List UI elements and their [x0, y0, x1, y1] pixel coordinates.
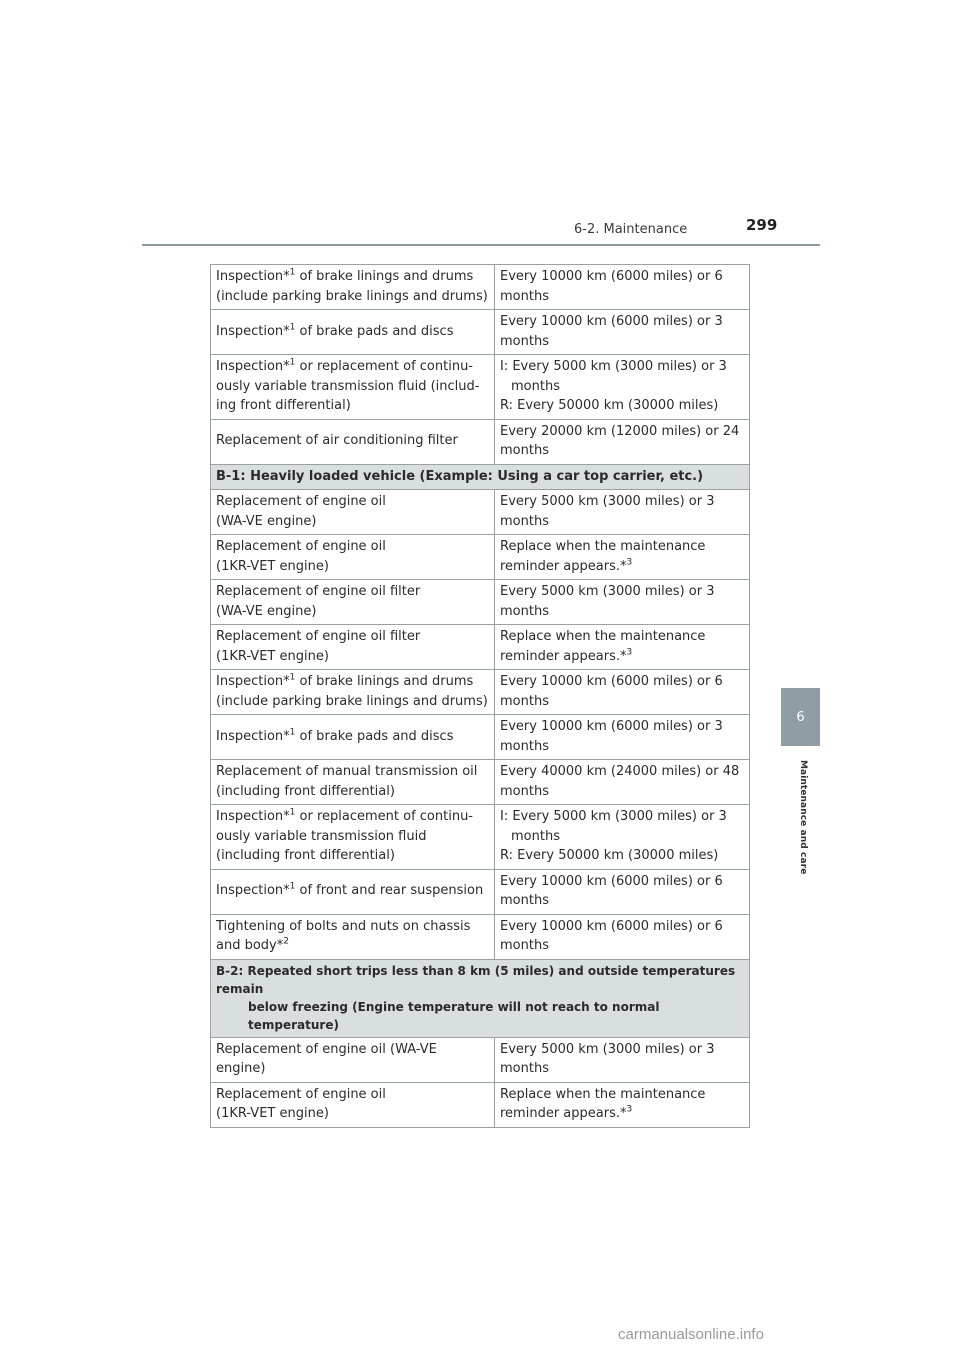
interval-text: months	[500, 938, 549, 953]
maintenance-item-line	[216, 557, 489, 577]
table-row	[211, 580, 750, 625]
item-text: (WA-VE engine)	[216, 603, 317, 619]
page-number: 299	[746, 216, 778, 234]
item-text: Inspection*	[216, 323, 290, 339]
interval-line	[500, 647, 744, 667]
maintenance-item-cell	[211, 914, 495, 959]
maintenance-item-line	[216, 322, 489, 342]
maintenance-item-line	[216, 377, 489, 397]
maintenance-item-line	[216, 627, 489, 647]
maintenance-item-line	[216, 1104, 489, 1124]
interval-line	[500, 917, 744, 937]
item-text: Inspection*	[216, 674, 290, 689]
interval-cell	[495, 535, 750, 580]
interval-cell	[495, 805, 750, 870]
section-title: 6-2. Maintenance	[574, 222, 688, 237]
interval-text: months	[500, 893, 549, 908]
footnote-ref: 1	[289, 672, 296, 683]
maintenance-item-cell	[211, 869, 495, 914]
interval-line	[500, 1104, 744, 1124]
item-text: (1KR-VET engine)	[216, 1106, 329, 1121]
interval-line	[500, 312, 744, 332]
interval-line	[500, 332, 744, 352]
maintenance-item-line	[216, 807, 489, 827]
table-row	[211, 1037, 750, 1082]
interval-cell	[495, 760, 750, 805]
interval-line	[500, 1085, 744, 1105]
interval-text: reminder appears.*	[500, 558, 627, 574]
item-text: of front and rear suspension	[295, 883, 484, 899]
table-row	[211, 419, 750, 464]
interval-cell	[495, 580, 750, 625]
maintenance-item-line	[216, 782, 489, 802]
maintenance-item-cell	[211, 580, 495, 625]
interval-line	[500, 557, 744, 577]
interval-text: Every 40000 km (24000 miles) or 48	[500, 764, 740, 779]
maintenance-item-line	[216, 396, 489, 416]
interval-text: Every 10000 km (6000 miles) or 6	[500, 918, 723, 934]
item-text: ously variable transmission fluid (includ-	[216, 378, 480, 394]
item-text: Tightening of bolts and nuts on chassis	[216, 918, 471, 934]
maintenance-item-line	[216, 936, 489, 956]
footnote-ref: 1	[289, 727, 296, 738]
section-header-row	[211, 959, 750, 1037]
interval-text: months	[500, 603, 549, 619]
footnote-ref: 3	[626, 1104, 633, 1115]
section-header-line: B-2: Repeated short trips less than 8 km (5 miles) and outside temperatures remain	[216, 963, 736, 996]
interval-line	[500, 692, 744, 712]
interval-text: I: Every 5000 km (3000 miles) or 3	[500, 359, 727, 374]
interval-line	[500, 807, 744, 827]
item-text: Replacement of manual transmission oil	[216, 764, 478, 779]
footnote-ref: 1	[289, 357, 296, 368]
maintenance-item-line	[216, 762, 489, 782]
maintenance-item-cell	[211, 265, 495, 310]
item-text: (including front differential)	[216, 848, 395, 863]
interval-line	[500, 512, 744, 532]
interval-text: Every 5000 km (3000 miles) or 3	[500, 584, 715, 599]
interval-text: months	[500, 738, 549, 754]
interval-text: months	[500, 693, 549, 709]
maintenance-item-line	[216, 917, 489, 937]
maintenance-item-line	[216, 492, 489, 512]
table-row	[211, 869, 750, 914]
interval-line	[500, 846, 744, 866]
footnote-ref: 3	[626, 647, 633, 658]
interval-text: months	[500, 783, 549, 799]
interval-cell	[495, 914, 750, 959]
item-text: Inspection*	[216, 728, 290, 744]
interval-cell	[495, 490, 750, 535]
interval-line	[500, 492, 744, 512]
table-row	[211, 715, 750, 760]
maintenance-item-line	[216, 287, 489, 307]
footnote-ref: 1	[289, 881, 296, 892]
maintenance-item-cell	[211, 805, 495, 870]
interval-text: Every 5000 km (3000 miles) or 3	[500, 1041, 715, 1057]
interval-text: Replace when the maintenance	[500, 629, 706, 644]
interval-line	[500, 357, 744, 377]
maintenance-item-cell	[211, 535, 495, 580]
chapter-tab	[781, 688, 820, 746]
interval-line	[500, 537, 744, 557]
interval-cell	[495, 625, 750, 670]
item-text: (1KR-VET engine)	[216, 648, 329, 664]
maintenance-item-line	[216, 431, 489, 451]
maintenance-item-line	[216, 512, 489, 532]
maintenance-item-cell	[211, 715, 495, 760]
item-text: Replacement of engine oil (WA-VE engine)	[216, 1041, 437, 1076]
interval-text: months	[511, 378, 560, 394]
section-header-line: B-1: Heavily loaded vehicle (Example: Using a car top carrier, etc.)	[216, 468, 704, 484]
section-header	[211, 959, 750, 1037]
footnote-ref: 1	[289, 807, 296, 818]
table-row	[211, 535, 750, 580]
watermark: carmanualsonline.info	[618, 1326, 764, 1343]
maintenance-item-line	[216, 647, 489, 667]
maintenance-item-line	[216, 602, 489, 622]
interval-text: R: Every 50000 km (30000 miles)	[500, 848, 719, 863]
chapter-number: 6	[796, 709, 805, 725]
item-text: Replacement of air conditioning filter	[216, 433, 458, 449]
section-header	[211, 464, 750, 490]
interval-text: Replace when the maintenance	[500, 1086, 706, 1102]
interval-text: Replace when the maintenance	[500, 539, 706, 554]
interval-line	[500, 717, 744, 737]
interval-line	[500, 1059, 744, 1079]
interval-line	[500, 737, 744, 757]
interval-text: months	[500, 333, 549, 349]
interval-line	[500, 936, 744, 956]
interval-cell	[495, 419, 750, 464]
item-text: of brake linings and drums	[295, 269, 474, 284]
interval-line	[500, 782, 744, 802]
maintenance-table-body	[211, 265, 750, 1128]
maintenance-item-line	[216, 267, 489, 287]
interval-line	[500, 602, 744, 622]
maintenance-item-cell	[211, 1082, 495, 1127]
item-text: (1KR-VET engine)	[216, 558, 329, 574]
item-text: (include parking brake linings and drums)	[216, 288, 488, 304]
table-row	[211, 490, 750, 535]
interval-line	[500, 582, 744, 602]
interval-cell	[495, 715, 750, 760]
maintenance-item-cell	[211, 760, 495, 805]
interval-text: months	[511, 828, 560, 844]
footnote-ref: 3	[626, 557, 633, 568]
interval-line	[500, 267, 744, 287]
interval-cell	[495, 670, 750, 715]
maintenance-item-line	[216, 881, 489, 901]
interval-line	[500, 672, 744, 692]
maintenance-item-cell	[211, 490, 495, 535]
table-row	[211, 355, 750, 420]
item-text: Replacement of engine oil filter	[216, 629, 421, 644]
interval-line	[500, 872, 744, 892]
interval-text: reminder appears.*	[500, 1106, 627, 1121]
item-text: Replacement of engine oil	[216, 494, 386, 509]
item-text: (include parking brake linings and drums)	[216, 693, 488, 709]
maintenance-item-line	[216, 827, 489, 847]
table-row	[211, 760, 750, 805]
table-row	[211, 1082, 750, 1127]
interval-line	[500, 422, 744, 442]
interval-cell	[495, 355, 750, 420]
section-header-row	[211, 464, 750, 490]
maintenance-item-line	[216, 1085, 489, 1105]
item-text: Replacement of engine oil filter	[216, 584, 421, 599]
section-header-line: below freezing (Engine temperature will not reach to normal temperature)	[248, 999, 660, 1032]
maintenance-item-line	[216, 672, 489, 692]
item-text: Inspection*	[216, 269, 290, 284]
item-text: (including front differential)	[216, 783, 395, 799]
table-row	[211, 805, 750, 870]
interval-line	[500, 396, 744, 416]
interval-text: months	[500, 513, 549, 529]
item-text: of brake pads and discs	[295, 728, 454, 744]
interval-cell	[495, 869, 750, 914]
interval-cell	[495, 310, 750, 355]
table-row	[211, 914, 750, 959]
maintenance-table	[210, 264, 750, 1128]
footnote-ref: 1	[289, 267, 296, 278]
interval-text: Every 10000 km (6000 miles) or 6	[500, 674, 723, 689]
item-text: and body*	[216, 938, 284, 953]
footnote-ref: 1	[289, 322, 296, 333]
maintenance-item-line	[216, 357, 489, 377]
maintenance-item-cell	[211, 1037, 495, 1082]
item-text: Inspection*	[216, 359, 290, 374]
interval-line	[500, 377, 744, 397]
interval-line	[500, 287, 744, 307]
interval-text: Every 10000 km (6000 miles) or 3	[500, 719, 723, 734]
interval-text: months	[500, 443, 549, 458]
interval-line	[500, 827, 744, 847]
maintenance-item-cell	[211, 625, 495, 670]
item-text: of brake pads and discs	[295, 323, 454, 339]
maintenance-item-cell	[211, 310, 495, 355]
item-text: or replacement of continu-	[295, 809, 473, 824]
interval-line	[500, 627, 744, 647]
table-row	[211, 670, 750, 715]
interval-text: Every 10000 km (6000 miles) or 6	[500, 873, 723, 889]
chapter-label: Maintenance and care	[798, 760, 808, 875]
maintenance-item-cell	[211, 419, 495, 464]
table-row	[211, 310, 750, 355]
item-text: Inspection*	[216, 809, 290, 824]
maintenance-item-cell	[211, 355, 495, 420]
maintenance-item-line	[216, 846, 489, 866]
interval-cell	[495, 1082, 750, 1127]
maintenance-item-line	[216, 727, 489, 747]
maintenance-item-line	[216, 582, 489, 602]
interval-line	[500, 441, 744, 461]
interval-text: reminder appears.*	[500, 648, 627, 664]
maintenance-item-line	[216, 692, 489, 712]
item-text: (WA-VE engine)	[216, 513, 317, 529]
interval-text: Every 20000 km (12000 miles) or 24	[500, 423, 740, 439]
item-text: of brake linings and drums	[295, 674, 474, 689]
item-text: Inspection*	[216, 883, 290, 899]
interval-line	[500, 1040, 744, 1060]
item-text: Replacement of engine oil	[216, 1086, 386, 1102]
interval-text: I: Every 5000 km (3000 miles) or 3	[500, 809, 727, 824]
maintenance-item-line	[216, 1040, 489, 1079]
page-header	[142, 212, 820, 246]
interval-text: months	[500, 288, 549, 304]
interval-text: Every 5000 km (3000 miles) or 3	[500, 494, 715, 509]
interval-line	[500, 762, 744, 782]
item-text: or replacement of continu-	[295, 359, 473, 374]
maintenance-item-line	[216, 537, 489, 557]
interval-cell	[495, 265, 750, 310]
interval-text: Every 10000 km (6000 miles) or 3	[500, 314, 723, 329]
item-text: ously variable transmission fluid	[216, 828, 427, 844]
footnote-ref: 2	[283, 936, 289, 947]
item-text: Replacement of engine oil	[216, 539, 386, 554]
table-row	[211, 625, 750, 670]
interval-text: Every 10000 km (6000 miles) or 6	[500, 269, 723, 284]
maintenance-item-cell	[211, 670, 495, 715]
interval-text: R: Every 50000 km (30000 miles)	[500, 398, 719, 413]
header-rule	[142, 244, 820, 246]
item-text: ing front differential)	[216, 398, 351, 413]
interval-cell	[495, 1037, 750, 1082]
interval-text: months	[500, 1061, 549, 1076]
table-row	[211, 265, 750, 310]
interval-line	[500, 891, 744, 911]
